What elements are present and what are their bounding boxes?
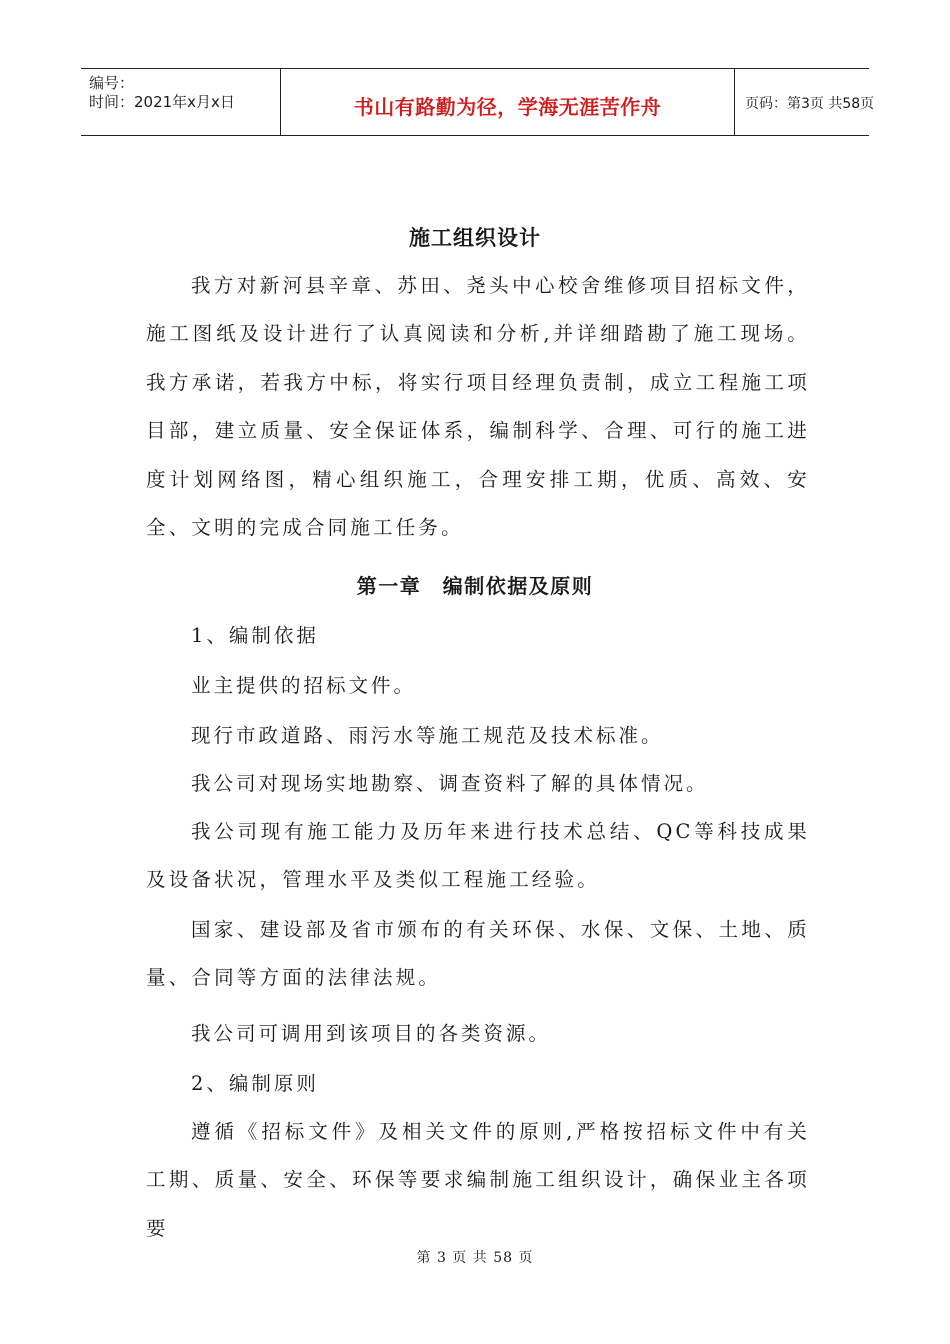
header-motto-cell xyxy=(280,69,735,135)
header-motto: 书山有路勤为径，学海无涯苦作舟 xyxy=(353,95,662,119)
basis-item: 我公司对现场实地勘察、调查资料了解的具体情况。 xyxy=(191,772,709,795)
document-title: 施工组织设计 xyxy=(409,225,541,250)
header-page-cell xyxy=(735,69,875,135)
basis-item: 我公司可调用到该项目的各类资源。 xyxy=(191,1022,552,1045)
page-header xyxy=(81,68,875,136)
section-heading-basis: 1、编制依据 xyxy=(191,624,319,647)
basis-item: 国家、建设部及省市颁布的有关环保、水保、文保、土地、质量、合同等方面的法律法规。 xyxy=(146,918,810,990)
header-page-info: 页码：第3页 共58页 xyxy=(745,96,875,112)
header-info-cell xyxy=(81,69,280,135)
page-footer: 第 3 页 共 58 页 xyxy=(416,1250,534,1266)
chapter-title: 第一章 编制依据及原则 xyxy=(356,574,594,598)
intro-paragraph: 我方对新河县辛章、苏田、尧头中心校舍维修项目招标文件，施工图纸及设计进行了认真阅读和分析,并详细踏勘了施工现场。我方承诺，若我方中标，将实行项目经理负责制，成立工程施工项目部，建立质量、安全保证体系，编制科学、合理、可行的施工进度计划网络图，精心组织施工，合理安排工期，优质、高效、安全、文明的完成合同施工任务。 xyxy=(146,274,810,540)
basis-item: 现行市政道路、雨污水等施工规范及技术标准。 xyxy=(191,724,664,747)
document-number-label: 编号： xyxy=(89,74,135,92)
document-date-label: 时间：2021年x月x日 xyxy=(89,93,235,111)
section-heading-principles: 2、编制原则 xyxy=(191,1072,319,1095)
basis-item: 业主提供的招标文件。 xyxy=(191,674,417,697)
basis-item: 我公司现有施工能力及历年来进行技术总结、QC等科技成果及设备状况，管理水平及类似工程施工经验。 xyxy=(146,820,810,892)
principles-paragraph: 遵循《招标文件》及相关文件的原则,严格按招标文件中有关工期、质量、安全、环保等要求编制施工组织设计，确保业主各项要 xyxy=(146,1120,810,1240)
